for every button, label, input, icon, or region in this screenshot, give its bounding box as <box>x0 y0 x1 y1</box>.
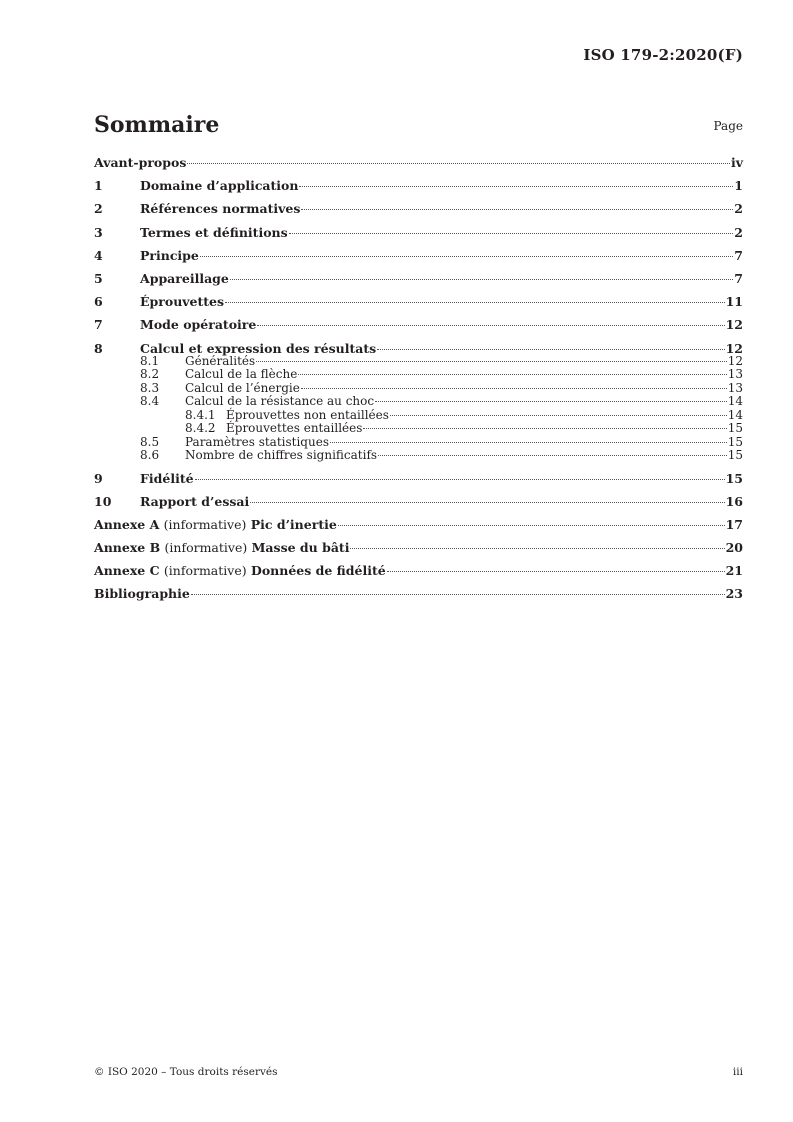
toc-entry-title: Annexe C (informative) Données de fidélité <box>94 563 386 579</box>
toc-entry-number: 8.5 <box>140 434 160 449</box>
toc-entry-avant-propos[interactable] <box>94 155 743 170</box>
toc-entry-8-4-2[interactable] <box>94 422 743 436</box>
toc-entry-page: 12 <box>727 353 743 368</box>
toc-entry-title: Appareillage <box>140 270 229 286</box>
toc-entry-8-3[interactable] <box>94 382 743 396</box>
toc-entry-page: 15 <box>727 448 743 462</box>
toc-entry-9[interactable] <box>94 471 743 486</box>
copyright-notice: © ISO 2020 – Tous droits réservés <box>94 1066 278 1078</box>
toc-entry-title: Références normatives <box>140 201 301 217</box>
toc-entry-title: Calcul de la flèche <box>185 367 298 381</box>
toc-entry-page: 23 <box>725 586 743 602</box>
toc-entry-number: 2 <box>94 201 103 217</box>
toc-entry-title: Éprouvettes non entaillées <box>226 407 389 422</box>
toc-entry-title: Calcul de l’énergie <box>185 380 300 395</box>
toc-entry-number: 10 <box>94 493 112 509</box>
toc-entry-number: 8.4.2 <box>185 421 216 435</box>
toc-entry-number: 3 <box>94 224 103 240</box>
toc-entry-page: 13 <box>727 367 743 381</box>
toc-entry-page: 7 <box>734 270 743 286</box>
dot-leader <box>256 361 727 362</box>
toc-entry-number: 9 <box>94 470 103 486</box>
toc-entry-page: 16 <box>725 493 743 509</box>
toc-entry-10[interactable] <box>94 494 743 509</box>
toc-entry-8-2[interactable] <box>94 368 743 382</box>
toc-entry-8-1[interactable] <box>94 355 743 369</box>
toc-entry-3[interactable] <box>94 225 743 240</box>
toc-entry-title: Avant-propos <box>94 155 187 170</box>
toc-entry-8-6[interactable] <box>94 449 743 463</box>
toc-entry-2[interactable] <box>94 201 743 216</box>
toc-entry-7[interactable] <box>94 317 743 332</box>
toc-entry-title: Termes et définitions <box>140 224 288 240</box>
toc-entry-title: Calcul et expression des résultats <box>140 340 377 356</box>
toc-entry-number: 1 <box>94 178 103 194</box>
toc-entry-4[interactable] <box>94 248 743 263</box>
dot-leader <box>195 479 725 480</box>
toc-entry-number: 4 <box>94 247 103 263</box>
toc-entry-annex-b[interactable] <box>94 540 743 555</box>
toc-entry-title: Principe <box>140 247 199 263</box>
toc-entry-page: 7 <box>734 247 743 263</box>
toc-entry-page: 2 <box>734 201 743 217</box>
toc-entry-title: Éprouvettes <box>140 294 225 310</box>
toc-entry-number: 8.3 <box>140 380 160 395</box>
toc-entry-annex-a[interactable] <box>94 517 743 532</box>
dot-leader <box>225 302 725 303</box>
toc-entry-number: 5 <box>94 270 103 286</box>
dot-leader <box>377 349 724 350</box>
dot-leader <box>250 502 724 503</box>
toc-entry-page: 15 <box>725 470 743 486</box>
dot-leader <box>301 388 727 389</box>
toc-entry-number: 8.4 <box>140 394 160 408</box>
toc-entry-1[interactable] <box>94 178 743 193</box>
toc-entry-title: Fidélité <box>140 470 194 486</box>
dot-leader <box>298 374 726 375</box>
dot-leader <box>187 163 730 164</box>
toc-entry-page: 1 <box>734 178 743 194</box>
page-column-label: Page <box>713 119 743 133</box>
dot-leader <box>289 233 734 234</box>
dot-leader <box>200 256 733 257</box>
dot-leader <box>390 415 727 416</box>
toc-entry-8-4[interactable] <box>94 395 743 409</box>
dot-leader <box>350 548 724 549</box>
toc-entry-number: 8.6 <box>140 448 160 462</box>
toc-entry-title: Généralités <box>185 353 256 368</box>
toc-entry-number: 8 <box>94 340 103 356</box>
toc-entry-number: 7 <box>94 317 103 333</box>
toc-entry-page: 11 <box>725 294 743 310</box>
toc-entry-number: 8.1 <box>140 353 160 368</box>
toc-entry-page: 20 <box>725 540 743 556</box>
toc-entry-title: Bibliographie <box>94 586 190 602</box>
dot-leader <box>299 186 733 187</box>
toc-entry-5[interactable] <box>94 271 743 286</box>
dot-leader <box>257 325 724 326</box>
dot-leader <box>330 442 727 443</box>
toc-entry-title: Annexe A (informative) Pic d’inertie <box>94 516 337 532</box>
toc-entry-title: Calcul de la résistance au choc <box>185 394 375 408</box>
dot-leader <box>363 428 726 429</box>
toc-entry-title: Annexe B (informative) Masse du bâti <box>94 540 350 556</box>
toc-entry-page: 21 <box>725 563 743 579</box>
toc-entry-page: 17 <box>725 516 743 532</box>
toc-entry-title: Paramètres statistiques <box>185 434 329 449</box>
toc-entry-8-4-1[interactable] <box>94 409 743 423</box>
toc-entry-page: 12 <box>725 340 743 356</box>
table-of-contents <box>94 150 743 601</box>
toc-entry-number: 8.2 <box>140 367 160 381</box>
toc-entry-title: Nombre de chiffres significatifs <box>185 448 378 462</box>
toc-entry-number: 8.4.1 <box>185 407 216 422</box>
toc-entry-page: 13 <box>727 380 743 395</box>
toc-entry-page: 12 <box>725 317 743 333</box>
dot-leader <box>378 455 727 456</box>
dot-leader <box>191 594 725 595</box>
toc-entry-bibliographie[interactable] <box>94 586 743 601</box>
toc-entry-8-5[interactable] <box>94 436 743 450</box>
toc-entry-page: 14 <box>727 407 743 422</box>
toc-entry-title: Domaine d’application <box>140 178 299 194</box>
toc-entry-number: 6 <box>94 294 103 310</box>
dot-leader <box>230 279 733 280</box>
page-number: iii <box>732 1066 743 1078</box>
page-title: Sommaire <box>94 112 220 138</box>
toc-entry-title: Rapport d’essai <box>140 493 250 509</box>
toc-entry-page: 15 <box>727 434 743 449</box>
toc-entry-page: 14 <box>727 394 743 408</box>
document-id: ISO 179-2:2020(F) <box>583 46 743 64</box>
toc-entry-title: Mode opératoire <box>140 317 257 333</box>
toc-entry-page: 2 <box>734 224 743 240</box>
toc-entry-title: Éprouvettes entaillées <box>226 421 363 435</box>
dot-leader <box>338 525 725 526</box>
dot-leader <box>375 401 727 402</box>
dot-leader <box>387 571 725 572</box>
toc-entry-annex-c[interactable] <box>94 563 743 578</box>
dot-leader <box>301 209 733 210</box>
toc-entry-page: 15 <box>727 421 743 435</box>
toc-entry-6[interactable] <box>94 294 743 309</box>
toc-entry-page: iv <box>730 155 743 170</box>
